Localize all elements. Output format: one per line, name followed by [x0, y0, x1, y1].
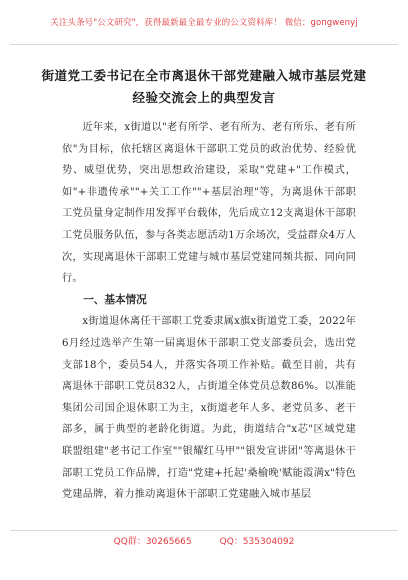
section-heading: 一、基本情况 [83, 293, 147, 306]
page-footer [0, 534, 408, 554]
section-paragraph: x街道退休离任干部职工党委隶属x旗x街道党工委，2022年6月经过选举产生第一届离退休干部职工党支部委员会，选出党支部18个，委员54人，并落实各项工作补贴。截至目前，共有离退休干部职工党员832人，占街道全体党员总数86%。以准能集团公司国企退休职工为主，x街道老年人多、老党员多、老干部多，属于典型的老龄化街道。为此，街道结合"x芯"区域党建联盟组建"老书记工作室""银耀红马甲""银发宣讲团"等离退休干部职工党员工作品牌，打造"党建+托起'桑榆晚'赋能霞满x"特色党建品牌，着力推动离退休干部职工党建融入城市基层 [62, 316, 356, 501]
header-divider [10, 44, 398, 45]
header-banner: 关注头条号"公文研究"，获得最新最全最专业的公文资料库！ 微信：gongwenyj [50, 18, 358, 28]
document-body [62, 117, 356, 506]
intro-paragraph: 近年来，x街道以"老有所学、老有所为、老有所乐、老有所依"为目标，依托辖区离退休干部职工党员的政治优势、经验优势、威望优势，突出思想政治建设，采取"党建+"工作模式，如"+非遗传承""+关工工作""+基层治理"等，为离退休干部职工党员量身定制作用发挥平台载体，先后成立12支离退休干部职工党员服务队伍，参与各类志愿活动1万余场次，受益群众4万人次，实现离退休干部职工党建与城市基层党建同频共振、同向同行。 [62, 122, 356, 285]
footer-divider [10, 530, 398, 531]
page-header [0, 0, 408, 44]
document-title-line2: 经验交流会上的典型发言 [132, 90, 276, 105]
qq-group-number: QQ群：30265665 [113, 537, 192, 547]
document-title-line1: 街道党工委书记在全市离退休干部党建融入城市基层党建 [41, 68, 367, 83]
qq-number: QQ：535304092 [219, 537, 295, 547]
